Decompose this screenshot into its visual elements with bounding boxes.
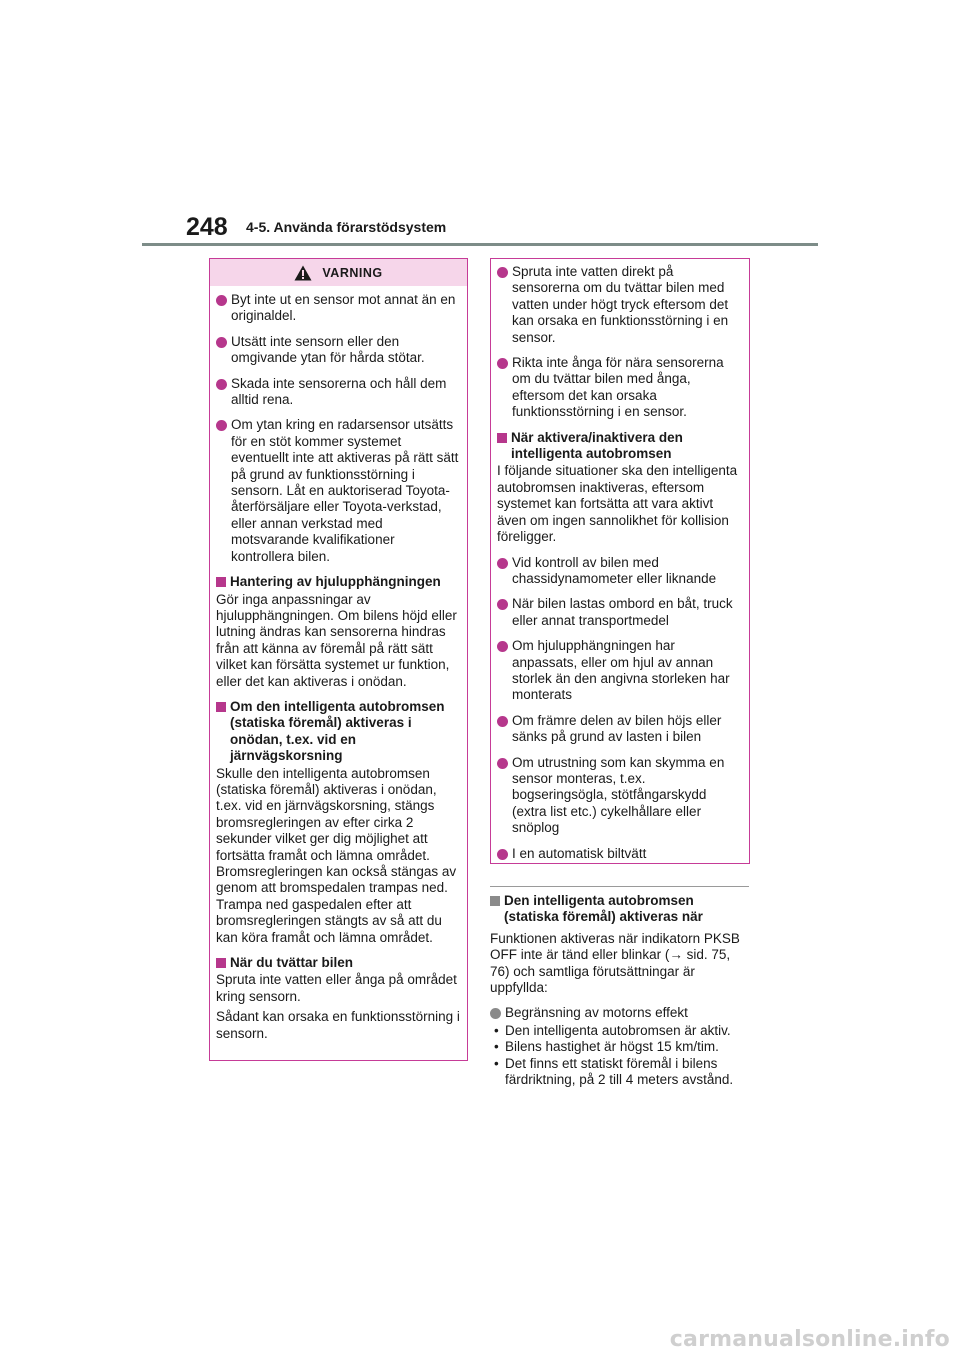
paragraph: Gör inga anpassningar av hjulupphängningen. Om bilens höjd eller lutning ändras kan sensorerna hindras från att känna av föremål på rätt sätt vilket kan försätta systemet ur funktion, eller det kan aktiveras i onödan.	[216, 591, 457, 689]
section-heading: Den intelligenta autobromsen (statiska föremål) aktiveras när	[490, 893, 752, 926]
list-item: Om utrustning som kan skymma en sensor monteras, t.ex. bogseringsögla, stötfångarskydd (extra list etc.) cykelhållare eller snöplog	[497, 755, 743, 837]
warning-continuation-box	[490, 258, 750, 864]
bullet-dot-icon	[216, 337, 227, 348]
square-bullet-icon	[216, 577, 226, 587]
bullet-dot-icon	[497, 358, 508, 369]
bullet-dot-icon	[497, 641, 508, 652]
watermark: carmanualsonline.info	[669, 1327, 950, 1352]
bullet-dot-icon	[490, 1008, 501, 1019]
square-bullet-icon	[216, 702, 226, 712]
paragraph: I följande situationer ska den intelligenta autobromsen inaktiveras, eftersom systemet kan fortsätta att vara aktivt även om ingen sannolikhet för kollision föreligger.	[497, 463, 738, 545]
warning-triangle-icon	[294, 265, 312, 281]
warning-title: VARNING	[322, 265, 383, 280]
bullet-dot-icon	[497, 849, 508, 860]
list-item: Om hjulupphängningen har anpassats, eller om hjul av annan storlek än den angivna storleken har monterats	[497, 638, 743, 704]
right-section	[490, 893, 752, 1088]
list-item: När bilen lastas ombord en båt, truck eller annat transportmedel	[497, 596, 743, 629]
list-item: • Det finns ett statiskt föremål i bilens färdriktning, på 2 till 4 meters avstånd.	[490, 1056, 752, 1089]
warning-bullet: Rikta inte ånga för nära sensorerna om du tvättar bilen med ånga, eftersom det kan orsaka funktionsstörning i en sensor.	[497, 355, 743, 421]
square-bullet-icon	[216, 958, 226, 968]
list-item: • Den intelligenta autobromsen är aktiv.	[490, 1023, 752, 1039]
paragraph: Sådant kan orsaka en funktionsstörning i sensorn.	[216, 1009, 460, 1041]
section-heading: När du tvättar bilen	[216, 955, 461, 971]
warning-bullet: Skada inte sensorerna och håll dem alltid rena.	[216, 376, 461, 409]
paragraph: Skulle den intelligenta autobromsen (statiska föremål) aktiveras i onödan, t.ex. vid en järnvägskorsning, stängs bromsregleringen av efter cirka 2 sekunder vilket ger dig möjlighet att fortsätta framåt och lämna området. Bromsregleringen kan också stängas av genom att bromspedalen trampas ned. Trampa ned gaspedalen efter att bromsregleringen stängts av så att du kan köra framåt och lämna området.	[216, 765, 457, 945]
page-number: 248	[186, 213, 228, 241]
list-item: Vid kontroll av bilen med chassidynamometer eller liknande	[497, 555, 743, 588]
warning-bullet: Byt inte ut en sensor mot annat än en originaldel.	[216, 292, 461, 325]
bullet-dot-icon	[216, 420, 227, 431]
bullet-dot-icon	[497, 599, 508, 610]
warning-bullet: Utsätt inte sensorn eller den omgivande ytan för hårda stötar.	[216, 334, 461, 367]
bullet-dot-icon	[216, 295, 227, 306]
section-divider	[490, 886, 749, 887]
warning-box	[209, 258, 468, 1061]
list-item: • Bilens hastighet är högst 15 km/tim.	[490, 1039, 752, 1055]
list-item: I en automatisk biltvätt	[497, 846, 743, 862]
paragraph: Funktionen aktiveras när indikatorn PKSB OFF inte är tänd eller blinkar (→ sid. 75, 76) och samtliga förutsättningar är uppfyllda:	[490, 930, 740, 996]
bullet-dot-icon	[497, 716, 508, 727]
square-bullet-icon	[490, 896, 500, 906]
section-heading: När aktivera/inaktivera den intelligenta autobromsen	[497, 430, 743, 463]
section-heading: Om den intelligenta autobromsen (statiska föremål) aktiveras i onödan, t.ex. vid en järnvägskorsning	[216, 699, 461, 765]
square-bullet-icon	[497, 433, 507, 443]
bullet-dot-icon	[216, 379, 227, 390]
section-heading: Hantering av hjulupphängningen	[216, 574, 461, 590]
bullet-dot-icon	[497, 267, 508, 278]
warning-header	[210, 259, 467, 286]
warning-bullet: Om ytan kring en radarsensor utsätts för en stöt kommer systemet eventuellt inte att aktiveras på rätt sätt på grund av funktionsstörning i sensorn. Låt en auktoriserad Toyota-återförsäljare eller Toyota-verkstad, eller annan verkstad med motsvarande kvalifikationer kontrollera bilen.	[216, 417, 461, 565]
bullet-dot-icon	[497, 558, 508, 569]
paragraph: Spruta inte vatten eller ånga på området kring sensorn.	[216, 972, 457, 1004]
section-title: 4-5. Använda förarstödsystem	[246, 219, 447, 235]
warning-bullet: Spruta inte vatten direkt på sensorerna om du tvättar bilen med vatten under högt tryck eftersom det kan orsaka en funktionsstörning i en sensor.	[497, 264, 743, 346]
header-rule	[142, 243, 818, 246]
bullet-dot-icon	[497, 758, 508, 769]
list-item: Om främre delen av bilen höjs eller sänks på grund av lasten i bilen	[497, 713, 743, 746]
condition-item: Begränsning av motorns effekt	[490, 1005, 752, 1021]
